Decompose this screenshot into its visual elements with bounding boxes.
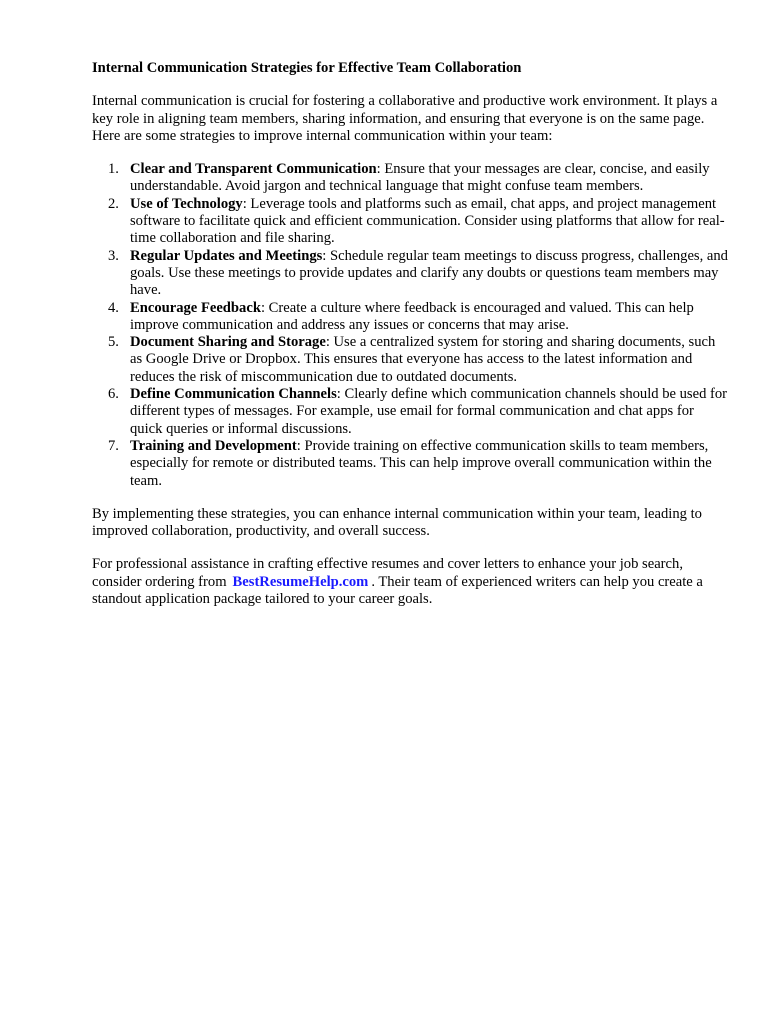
- list-item-text: : Leverage tools and platforms such as email, chat apps, and project management software to facilitate quick and efficient communication. Consider using platforms that allow for real-time collaboration and file sharing.: [130, 195, 725, 247]
- list-item-text: : Clearly define which communication channels should be used for different types of messages. For example, use email for formal communication and chat apps for quick queries or informal discussions.: [130, 386, 728, 437]
- list-item-heading: Clear and Transparent Communication: [130, 161, 377, 178]
- list-item: [92, 196, 728, 248]
- list-item: [92, 438, 728, 490]
- intro-paragraph: Internal communication is crucial for fostering a collaborative and productive work environment. It plays a key role in aligning team members, sharing information, and ensuring that everyone is on the same page. Here are some strategies to improve internal communication within your team:: [92, 93, 718, 144]
- list-item-text: : Provide training on effective communication skills to team members, especially for remote or distributed teams. This can help improve overall communication within the team.: [130, 437, 712, 489]
- list-item-number: 5.: [108, 334, 119, 351]
- promo-paragraph: [92, 556, 728, 608]
- list-item-text: : Schedule regular team meetings to discuss progress, challenges, and goals. Use these meetings to provide updates and clarify any doubts or questions team members may have.: [130, 247, 728, 299]
- list-item-heading: Training and Development: [130, 437, 297, 454]
- list-item-number: 7.: [108, 437, 119, 454]
- list-item-number: 4.: [108, 299, 119, 316]
- list-item: [92, 334, 728, 386]
- bestresumehelp-link[interactable]: BestResumeHelp.com: [232, 573, 369, 590]
- list-item: [92, 386, 728, 438]
- list-item-text: : Ensure that your messages are clear, concise, and easily understandable. Avoid jargon and technical language that might confuse team members.: [130, 161, 710, 195]
- promo-text-before: For professional assistance in crafting effective resumes and cover letters to enhance your job search, consider ordering from: [92, 556, 683, 590]
- list-item-heading: Regular Updates and Meetings: [130, 247, 323, 264]
- list-item-heading: Define Communication Channels: [130, 386, 337, 403]
- list-item-text: : Create a culture where feedback is encouraged and valued. This can help improve communication and address any issues or concerns that may arise.: [130, 299, 694, 333]
- list-item-heading: Document Sharing and Storage: [130, 334, 326, 351]
- list-item-heading: Encourage Feedback: [130, 299, 261, 316]
- strategy-list: [92, 161, 728, 490]
- list-item-number: 1.: [108, 161, 119, 178]
- promo-text-after: . Their team of experienced writers can help you create a standout application package tailored to your career goals.: [92, 573, 703, 608]
- list-item-number: 3.: [108, 247, 119, 264]
- list-item-text: : Use a centralized system for storing and sharing documents, such as Google Drive or Dropbox. This ensures that everyone has access to the latest information and reduces the risk of miscommunication due to outdated documents.: [130, 334, 716, 385]
- conclusion-paragraph: By implementing these strategies, you can enhance internal communication within your team, leading to improved collaboration, productivity, and overall success.: [92, 505, 702, 540]
- list-item-number: 6.: [108, 386, 119, 403]
- document-page: [92, 60, 728, 624]
- list-item: [92, 161, 728, 196]
- list-item: [92, 248, 728, 300]
- list-item-heading: Use of Technology: [130, 195, 243, 212]
- list-item: [92, 300, 728, 335]
- list-item-number: 2.: [108, 195, 119, 212]
- document-title: Internal Communication Strategies for Effective Team Collaboration: [92, 60, 522, 76]
